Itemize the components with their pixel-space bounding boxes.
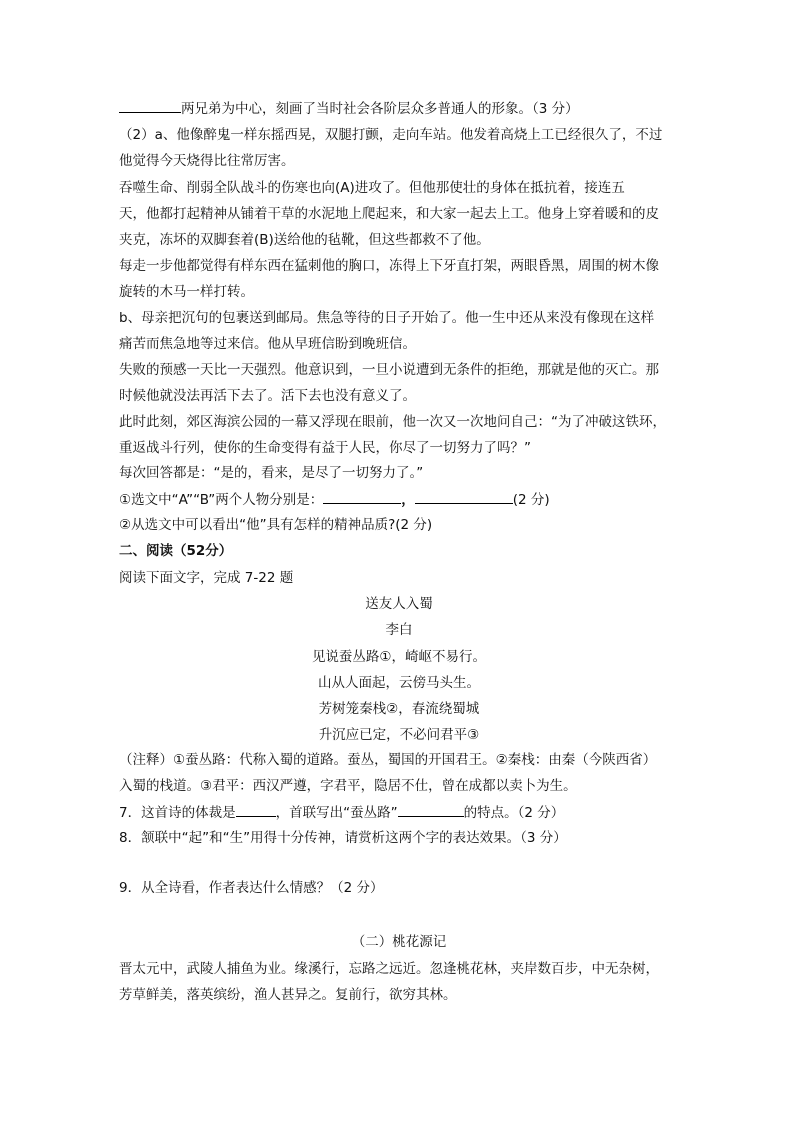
prose-title: （二）桃花源记	[351, 934, 447, 950]
text-line: b、母亲把沉句的包裹送到邮局。焦急等待的日子开始了。他一生中还从来没有像现在这样	[119, 310, 655, 326]
answer-blank[interactable]	[398, 802, 464, 817]
instruction-text: 阅读下面文字，完成 7-22 题	[119, 570, 294, 586]
poem-note: （注释）①蚕丛路：代称入蜀的道路。蚕丛，蜀国的开国君王。②秦栈：由秦（今陕西省）	[119, 752, 657, 768]
text-line: 晋太元中，武陵人捕鱼为业。缘溪行，忘路之远近。忽逢桃花林，夹岸数百步，中无杂树，	[119, 961, 659, 977]
question-line: ②从选文中可以看出“他”具有怎样的精神品质?(2 分)	[119, 517, 433, 533]
text-line: 失败的预感一天比一天强烈。他意识到，一旦小说遭到无条件的拒绝，那就是他的灭亡。那	[119, 362, 659, 378]
text-line: （2）a、他像醉鬼一样东摇西晃，双腿打颤，走向车站。他发着高烧上工已经很久了，不过	[119, 127, 663, 143]
poem-line: 升沉应已定，不必问君平③	[318, 727, 480, 743]
answer-blank[interactable]	[236, 802, 276, 817]
text-line: 此时此刻，郊区海滨公园的一幕又浮现在眼前，他一次又一次地问自己：“为了冲破这铁环，	[119, 414, 666, 430]
answer-blank[interactable]	[323, 489, 401, 504]
poem-author: 李白	[385, 622, 413, 638]
answer-blank[interactable]	[415, 489, 513, 504]
text-line: 痛苦而焦急地等过来信。他从早班信盼到晚班信。	[119, 336, 416, 352]
poem-title: 送友人入蜀	[365, 596, 433, 612]
question-line: ①选文中“A”“B”两个人物分别是： ， (2 分)	[119, 489, 550, 510]
text-line: 芳草鲜美，落英缤纷，渔人甚异之。复前行，欲穷其林。	[119, 987, 457, 1003]
answer-blank[interactable]	[119, 98, 181, 113]
text-line: 每次回答都是：“是的，看来，是尽了一切努力了。”	[119, 465, 424, 481]
question-line: 8．颔联中“起”和“生”用得十分传神，请赏析这两个字的表达效果。（3 分）	[119, 830, 567, 846]
question-line: 7．这首诗的体裁是 ，首联写出“蚕丛路” 的特点。（2 分）	[119, 802, 564, 823]
text-line: 他觉得今天烧得比往常厉害。	[119, 153, 295, 169]
text-line: 夹克，冻坏的双脚套着(B)送给他的毡靴，但这些都救不了他。	[119, 232, 490, 248]
poem-line: 见说蚕丛路①，崎岖不易行。	[311, 649, 487, 665]
text-line: 旋转的木马一样打转。	[119, 284, 254, 300]
section-heading: 二、阅读（52分）	[119, 543, 233, 559]
poem-line: 芳树笼秦栈②，春流绕蜀城	[318, 701, 480, 717]
text-line: 每走一步他都觉得有样东西在猛刺他的胸口，冻得上下牙直打架，两眼昏黑，周围的树木像	[119, 258, 659, 274]
question-line: 9．从全诗看，作者表达什么情感？（2 分）	[119, 880, 384, 896]
poem-note: 入蜀的栈道。③君平：西汉严遵，字君平，隐居不仕，曾在成都以卖卜为生。	[119, 778, 577, 794]
text-line: 天，他都打起精神从铺着干草的水泥地上爬起来，和大家一起去上工。他身上穿着暖和的皮	[119, 206, 659, 222]
text-line: 吞噬生命、削弱全队战斗的伤寒也向(A)进攻了。但他那使壮的身体在抵抗着，接连五	[119, 180, 625, 196]
text-line: 重返战斗行列，使你的生命变得有益于人民，你尽了一切努力了吗？”	[119, 440, 531, 456]
poem-line: 山从人面起，云傍马头生。	[318, 675, 480, 691]
text-line: 时候他就没法再活下去了。活下去也没有意义了。	[119, 388, 416, 404]
text-line: 两兄弟为中心，刻画了当时社会各阶层众多普通人的形象。（3 分）	[119, 98, 579, 119]
